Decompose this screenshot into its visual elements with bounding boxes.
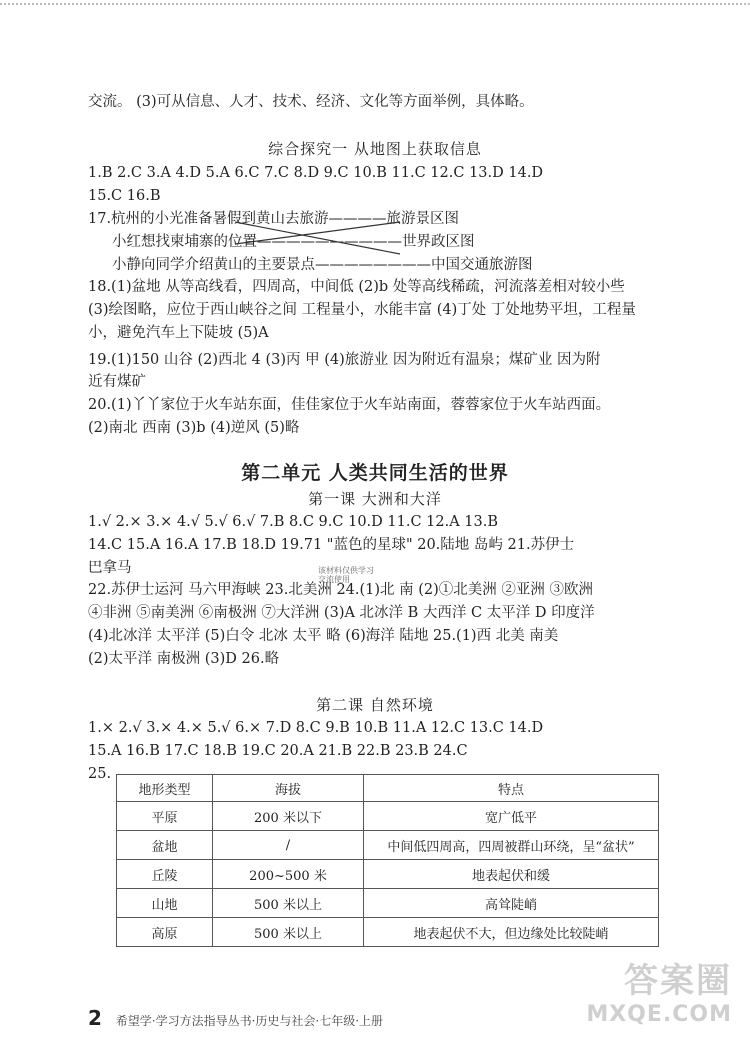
table-row — [117, 889, 659, 918]
text-line: (3)绘图略，应位于西山峡谷之间 工程量小，水能丰富 (4)丁处 丁处地势平坦，工程量 — [88, 302, 636, 318]
page-number: 2 — [88, 1006, 102, 1030]
table-cell: 盆地 — [117, 831, 213, 860]
table-cell: / — [213, 831, 364, 860]
text-line: 14.C 15.A 16.A 17.B 18.D 19.71 "蓝色的星球" 20.陆地 岛屿 21.苏伊士 — [88, 537, 575, 553]
table-cell: 丘陵 — [117, 860, 213, 889]
text-line: 25. — [88, 766, 112, 782]
table-cell: 宽广低平 — [364, 802, 659, 831]
table-cell: 200 米以下 — [213, 802, 364, 831]
table-cell: 高原 — [117, 918, 213, 947]
watermark-logo: 答案圈 — [624, 961, 732, 1001]
stamp-line: 交流使用 — [318, 575, 350, 584]
lesson-heading: 第二课 自然环境 — [316, 696, 434, 714]
top-dotted-border — [0, 3, 750, 5]
text-line: (2)太平洋 南极洲 (3)D 26.略 — [88, 651, 280, 667]
watermark-url: MXQE.COM — [586, 1002, 732, 1027]
text-line: 19.(1)150 山谷 (2)西北 4 (3)丙 甲 (4)旅游业 因为附近有温泉；煤矿业 因为附 — [88, 352, 601, 368]
text-line: 17.杭州的小光准备暑假到黄山去旅游————旅游景区图 — [88, 211, 460, 227]
text-line: 1.B 2.C 3.A 4.D 5.A 6.C 7.C 8.D 9.C 10.B 11.C 12.C 13.D 14.D — [88, 165, 544, 181]
table-cell: 地表起伏不大，但边缘处比较陡峭 — [364, 918, 659, 947]
table-cell: 平原 — [117, 802, 213, 831]
landform-table — [116, 774, 659, 947]
page-footer — [88, 1006, 383, 1030]
text-line: 1.× 2.√ 3.× 4.× 5.√ 6.× 7.D 8.C 9.B 10.B 11.A 12.C 13.C 14.D — [88, 720, 544, 736]
table-row — [117, 802, 659, 831]
table-header: 地形类型 — [117, 775, 213, 802]
table-cell: 高耸陡峭 — [364, 889, 659, 918]
matching-lines — [230, 208, 430, 268]
text-line: (4)北冰洋 太平洋 (5)白令 北冰 太平 略 (6)海洋 陆地 25.(1)西 北美 南美 — [88, 628, 559, 644]
table-header: 海拔 — [213, 775, 364, 802]
section-heading: 综合探究一 从地图上获取信息 — [268, 140, 482, 158]
lesson-heading: 第一课 大洲和大洋 — [308, 490, 442, 508]
table-cell: 500 米以上 — [213, 889, 364, 918]
unit-title: 第二单元 人类共同生活的世界 — [241, 462, 509, 484]
text-line: 小红想找柬埔寨的位置——————————世界政区图 — [112, 234, 475, 250]
text-line: 小，避免汽车上下陡坡 (5)A — [88, 325, 269, 341]
text-line: 1.√ 2.× 3.× 4.√ 5.√ 6.√ 7.B 8.C 9.C 10.D 11.C 12.A 13.B — [88, 514, 499, 530]
text-line: ④非洲 ⑤南美洲 ⑥南极洲 ⑦大洋洲 (3)A 北冰洋 B 大西洋 C 太平洋 D 印度洋 — [88, 605, 595, 621]
text-line: 20.(1)丫丫家位于火车站东面，佳佳家位于火车站南面，蓉蓉家位于火车站西面。 — [88, 397, 611, 413]
table-cell: 500 米以上 — [213, 918, 364, 947]
text-line: 18.(1)盆地 从等高线看，四周高，中间低 (2)b 处等高线稀疏，河流落差相对较小些 — [88, 279, 625, 295]
table-cell: 地表起伏和缓 — [364, 860, 659, 889]
table-header: 特点 — [364, 775, 659, 802]
text-line: 15.A 16.B 17.C 18.B 19.C 20.A 21.B 22.B 23.B 24.C — [88, 743, 468, 759]
table-header-row — [117, 775, 659, 802]
table-row — [117, 918, 659, 947]
footer-text: 希望学·学习方法指导丛书·历史与社会·七年级·上册 — [115, 1014, 384, 1028]
table-cell: 中间低四周高，四周被群山环绕，呈“盆状” — [364, 831, 659, 860]
text-line: 巴拿马 — [88, 560, 132, 576]
text-line: 交流。 (3)可从信息、人才、技术、经济、文化等方面举例，具体略。 — [88, 94, 534, 110]
table-row — [117, 831, 659, 860]
stamp-line: 该材料仅供学习 — [318, 566, 374, 575]
watermark — [586, 953, 732, 1027]
text-line: 15.C 16.B — [88, 188, 161, 204]
table-row — [117, 860, 659, 889]
text-line: 小静向同学介绍黄山的主要景点————————中国交通旅游图 — [112, 257, 533, 273]
text-line: 22.苏伊士运河 马六甲海峡 23.北美洲 24.(1)北 南 (2)①北美洲 ②亚洲 ③欧洲 — [88, 582, 594, 598]
match-line — [235, 222, 400, 244]
table-cell: 山地 — [117, 889, 213, 918]
table-cell: 200~500 米 — [213, 860, 364, 889]
text-line: (2)南北 西南 (3)b (4)逆风 (5)略 — [88, 420, 300, 436]
match-line — [235, 222, 400, 254]
text-line: 近有煤矿 — [88, 374, 146, 390]
